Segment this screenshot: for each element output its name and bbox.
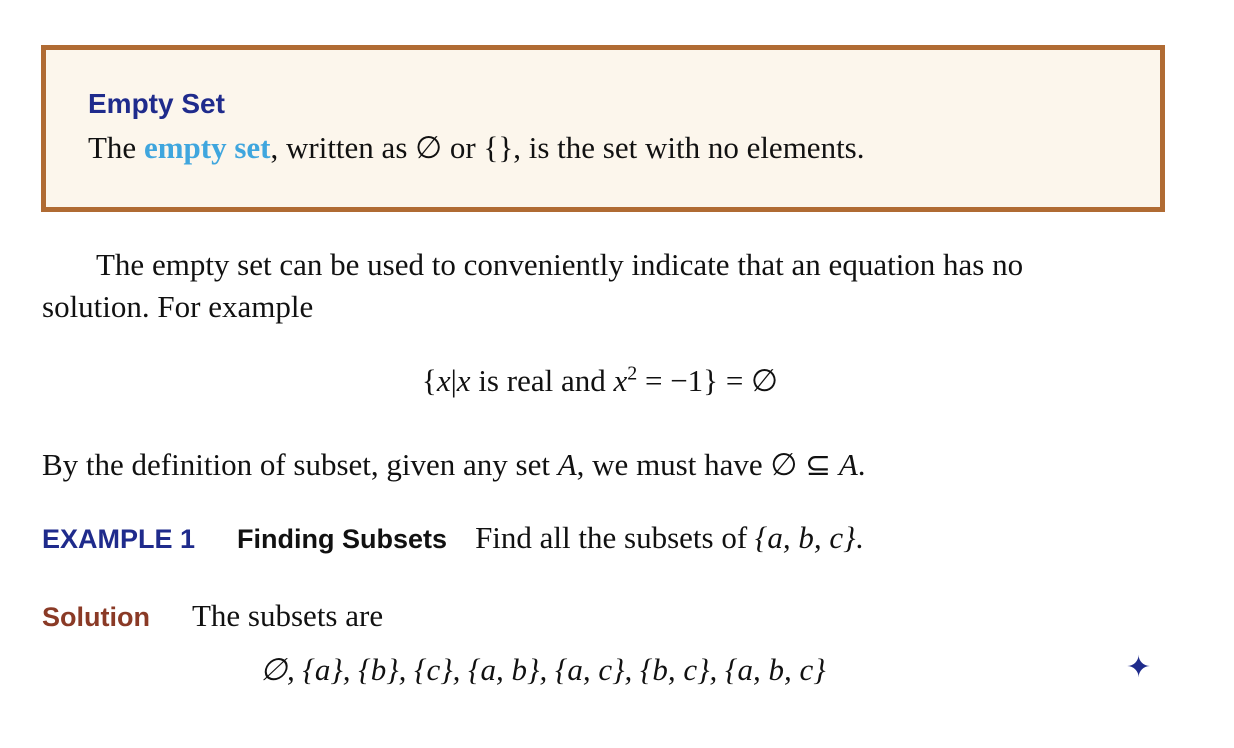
subset-definition-paragraph: [42, 444, 866, 486]
example-end: .: [855, 520, 864, 555]
eq-middle-text: is real and: [470, 363, 614, 398]
p2-middle: , we must have ∅ ⊆: [576, 447, 839, 482]
paragraph-line-1: The empty set can be used to conveniently indicate that an equation has no: [96, 247, 1024, 282]
subsets-list-text: ∅, {a}, {b}, {c}, {a, b}, {a, c}, {b, c}, {a, b, c}: [260, 652, 826, 687]
definition-body-before: The: [88, 130, 144, 165]
p2-before: By the definition of subset, given any set: [42, 447, 558, 482]
eq-open-brace: {: [421, 363, 437, 398]
example-set: {a, b, c}: [754, 520, 856, 555]
definition-body: [88, 130, 865, 166]
equation-empty-set-example: [0, 363, 1200, 399]
definition-highlight-term: empty set: [143, 130, 271, 165]
example-row: [42, 520, 863, 556]
p2-end: .: [857, 447, 866, 482]
end-of-example-icon: ✦: [1126, 651, 1152, 684]
example-text: Find all the subsets of: [475, 520, 755, 555]
p2-var-a: A: [557, 447, 577, 482]
definition-box: [41, 45, 1165, 212]
definition-body-after: , written as ∅ or {}, is the set with no elements.: [270, 130, 865, 165]
paragraph-line-2: solution. For example: [42, 289, 314, 324]
definition-title: Empty Set: [88, 88, 225, 119]
solution-text: The subsets are: [191, 598, 384, 633]
eq-var-x-1: x: [436, 363, 451, 398]
eq-bar: |: [450, 363, 457, 398]
solution-label: Solution: [42, 602, 150, 632]
example-label: EXAMPLE 1: [42, 524, 196, 554]
eq-exponent: 2: [627, 362, 638, 385]
solution-row: [42, 598, 383, 634]
eq-var-x-3: x: [613, 363, 628, 398]
example-title: Finding Subsets: [237, 524, 448, 554]
eq-var-x-2: x: [456, 363, 471, 398]
eq-end: = −1} = ∅: [637, 363, 779, 398]
subsets-list: [260, 652, 826, 688]
p2-var-a-2: A: [838, 447, 858, 482]
